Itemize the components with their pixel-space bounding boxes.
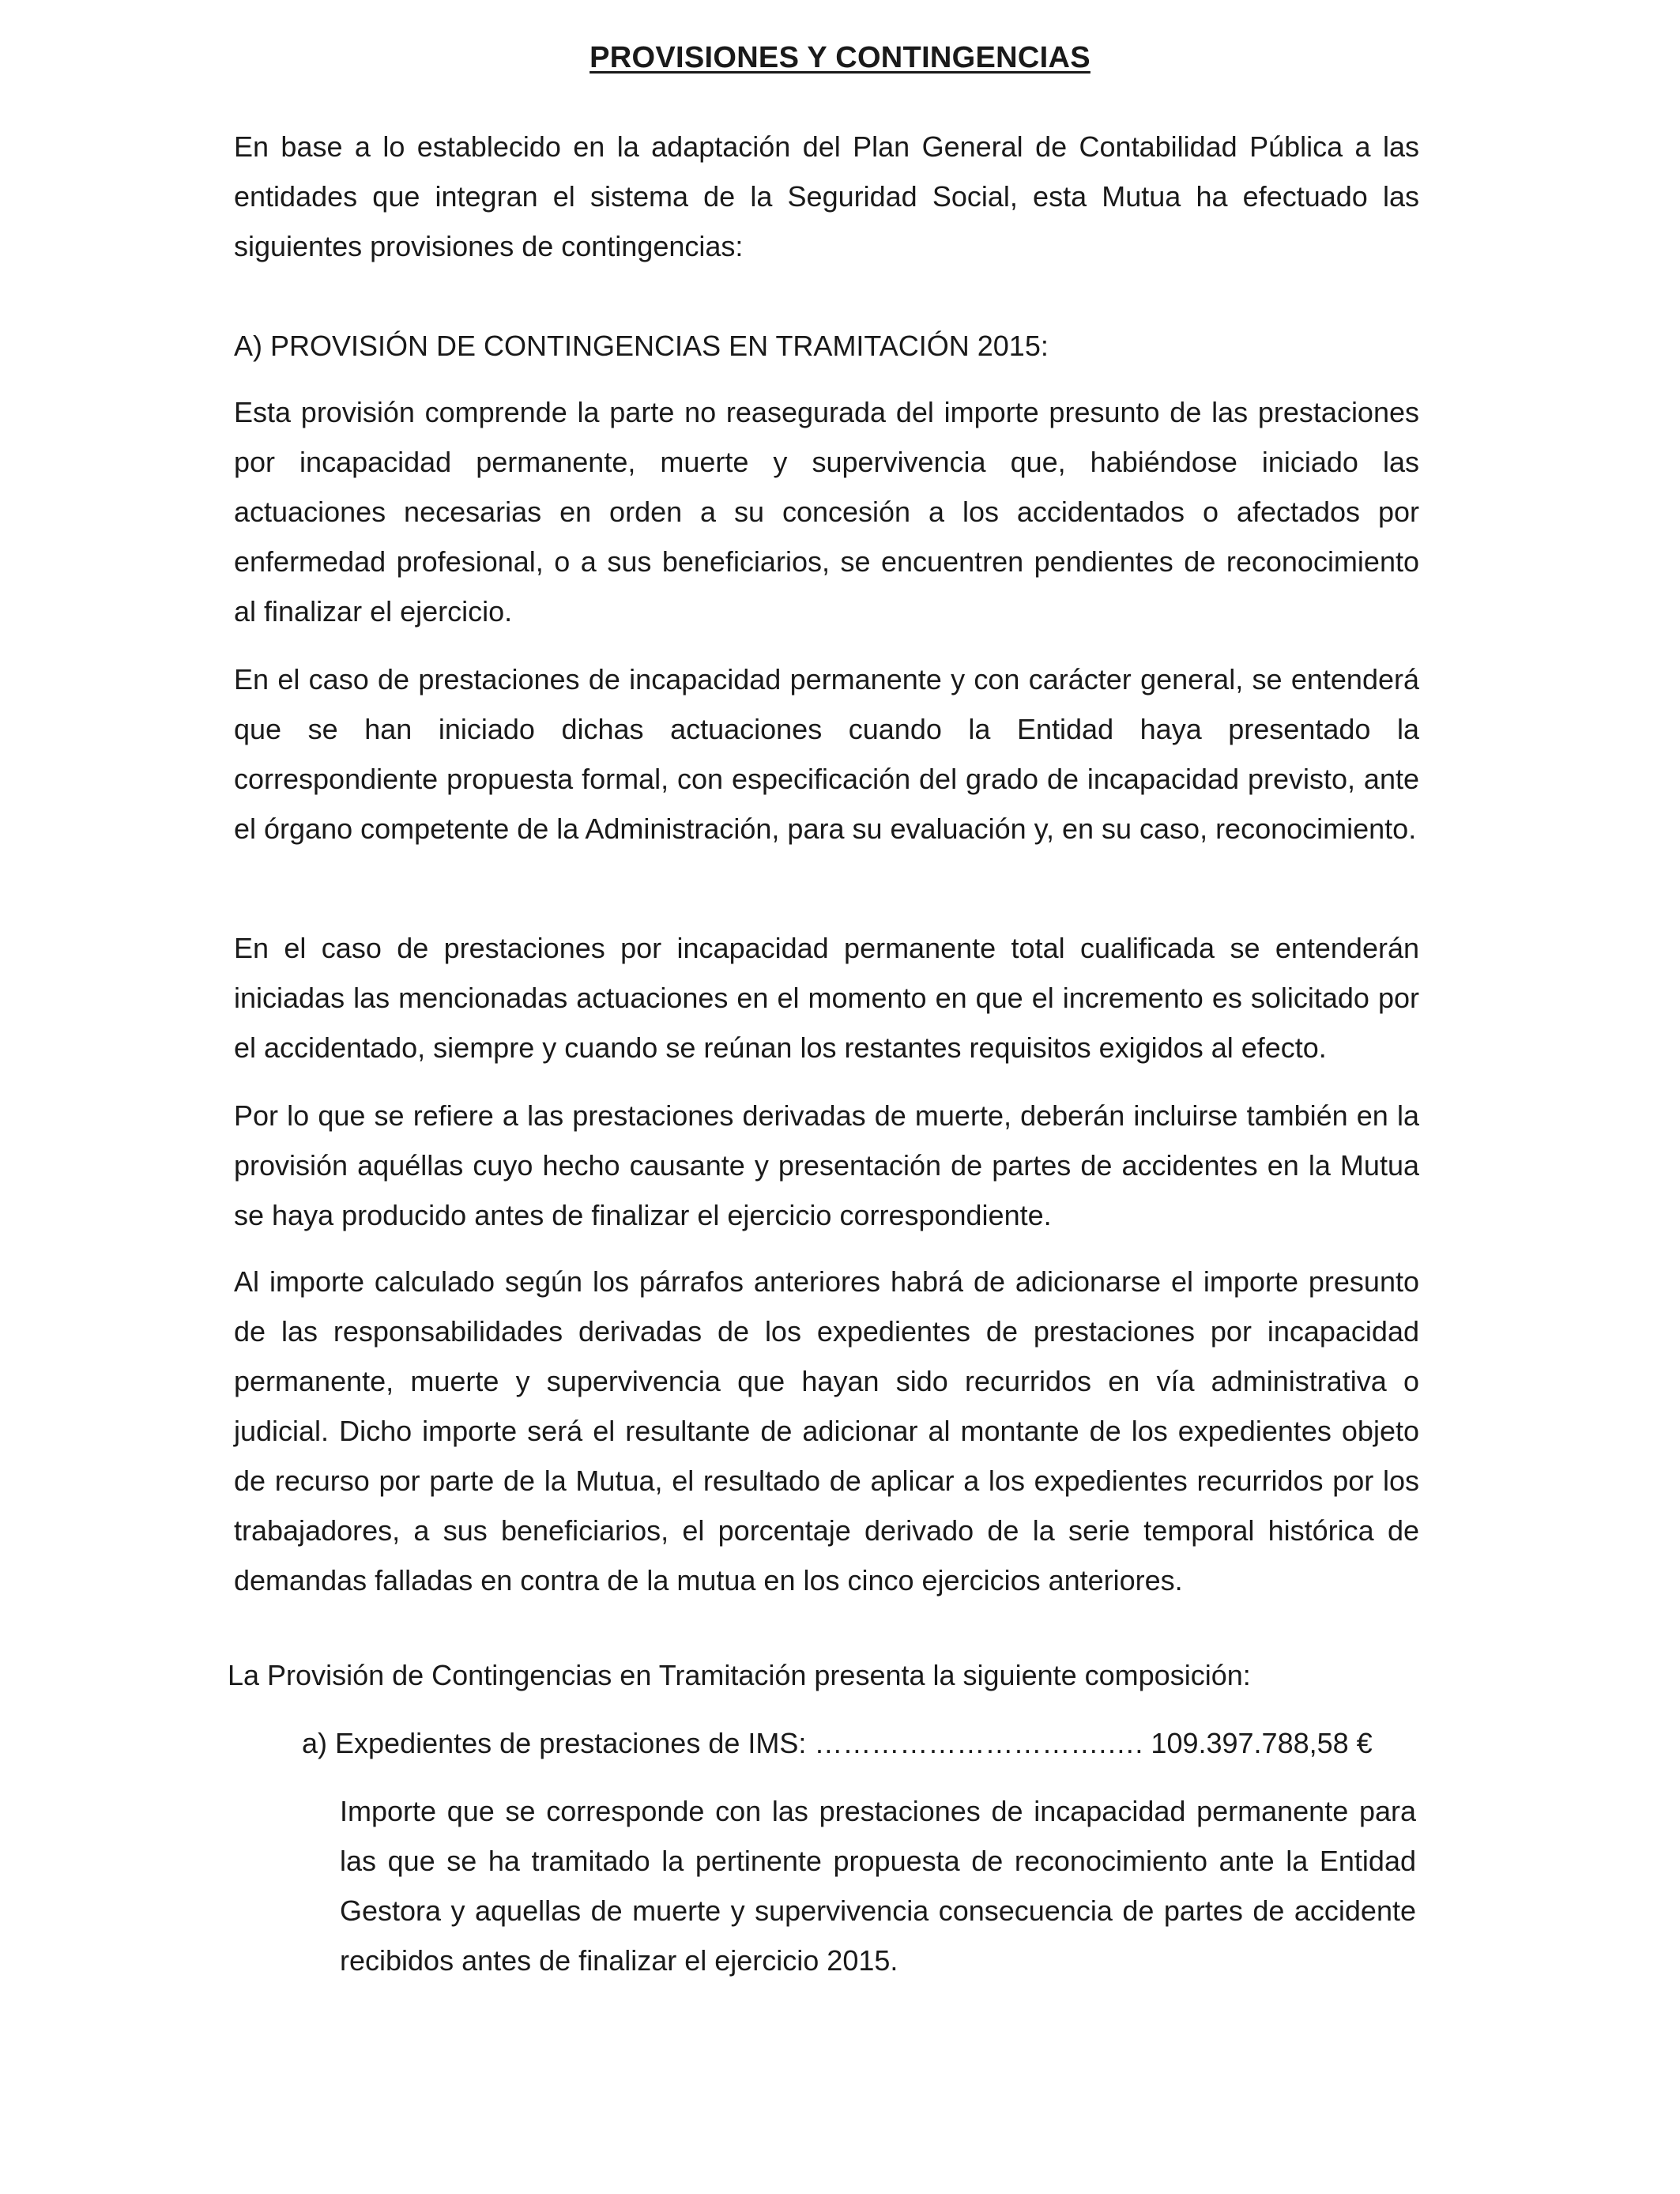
item-a-amount: 109.397.788,58 €: [1151, 1727, 1373, 1759]
page-title: PROVISIONES Y CONTINGENCIAS: [590, 41, 1090, 74]
item-a-line: [302, 1718, 1408, 1768]
section-a-paragraph: Al importe calculado según los párrafos anteriores habrá de adicionarse el importe presunto de las responsabilidades derivadas de los expedientes de prestaciones por incapacidad permanente, muerte y supervivencia que hayan sido recurridos en vía administrativa o judicial. Dicho importe será el resultante de adicionar al montante de los expedientes objeto de recurso por parte de la Mutua, el resultado de aplicar a los expedientes recurridos por los trabajadores, a sus beneficiarios, el porcentaje derivado de la serie temporal histórica de demandas falladas en contra de la mutua en los cinco ejercicios anteriores.: [234, 1265, 1419, 1596]
item-a-label: a) Expedientes de prestaciones de IMS:: [302, 1727, 807, 1759]
composition-intro: La Provisión de Contingencias en Tramitación presenta la siguiente composición:: [228, 1659, 1251, 1691]
section-a-paragraph: En el caso de prestaciones de incapacidad permanente y con carácter general, se entenderá que se han iniciado dichas actuaciones cuando la Entidad haya presentado la correspondiente propuesta formal, con especificación del grado de incapacidad previsto, ante el órgano competente de la Administración, para su evaluación y, en su caso, reconocimiento.: [234, 663, 1419, 845]
section-a-heading: A) PROVISIÓN DE CONTINGENCIAS EN TRAMITACIÓN 2015:: [234, 330, 1049, 362]
section-a-paragraph-2-block: [234, 654, 1419, 854]
intro-block: [234, 122, 1419, 271]
intro-paragraph: En base a lo establecido en la adaptación del Plan General de Contabilidad Pública a las entidades que integran el sistema de la Seguridad Social, esta Mutua ha efectuado las siguientes provisiones de contingencias:: [234, 130, 1419, 262]
section-a-paragraph: Por lo que se refiere a las prestaciones derivadas de muerte, deberán incluirse también en la provisión aquéllas cuyo hecho causante y presentación de partes de accidentes en la Mutua se haya producido antes de finalizar el ejercicio correspondiente.: [234, 1099, 1419, 1231]
section-a-paragraph-1-block: [234, 387, 1419, 636]
section-a-paragraph-3-block: [234, 923, 1419, 1072]
item-a-leader: ………………………….….: [814, 1727, 1143, 1759]
section-a-paragraph: Esta provisión comprende la parte no reasegurada del importe presunto de las prestaciones por incapacidad permanente, muerte y supervivencia que, habiéndose iniciado las actuaciones necesarias en orden a su concesión a los accidentados o afectados por enfermedad profesional, o a sus beneficiarios, se encuentren pendientes de reconocimiento al finalizar el ejercicio.: [234, 396, 1419, 628]
item-a-description: Importe que se corresponde con las prestaciones de incapacidad permanente para las que se ha tramitado la pertinente propuesta de reconocimiento ante la Entidad Gestora y aquellas de muerte y supervivencia consecuencia de partes de accidente recibidos antes de finalizar el ejercicio 2015.: [340, 1795, 1416, 1977]
section-a-paragraph-5-block: [234, 1257, 1419, 1605]
section-a-paragraph-4-block: [234, 1091, 1419, 1240]
section-a-paragraph: En el caso de prestaciones por incapacidad permanente total cualificada se entenderán iniciadas las mencionadas actuaciones en el momento en que el incremento es solicitado por el accidentado, siempre y cuando se reúnan los restantes requisitos exigidos al efecto.: [234, 932, 1419, 1064]
section-a-heading-block: [234, 321, 1419, 371]
